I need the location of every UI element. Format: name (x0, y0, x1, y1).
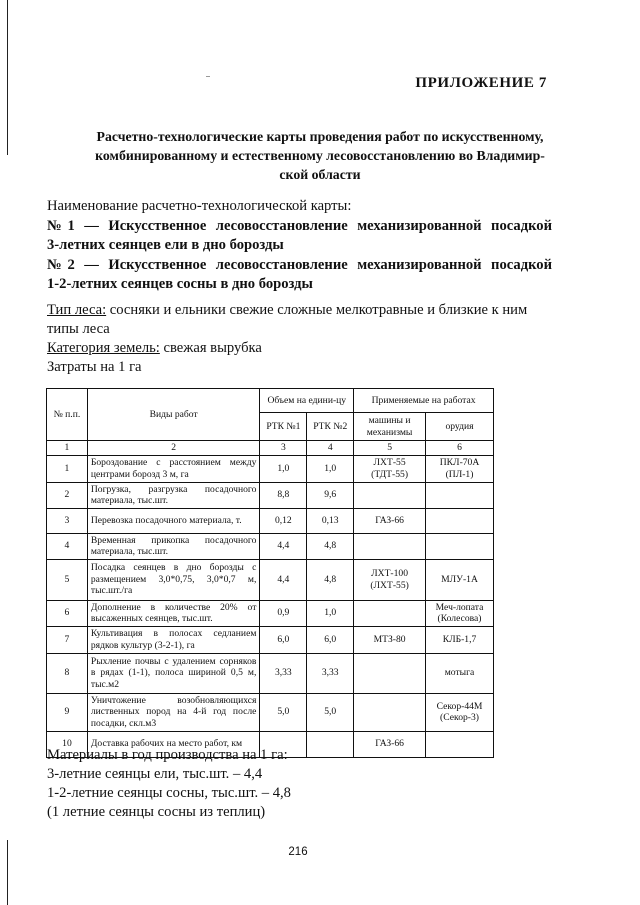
header-rtk2: РТК №2 (307, 413, 354, 441)
row-rtk2: 4,8 (307, 533, 354, 559)
table-row (47, 533, 494, 559)
row-rtk2: 9,6 (307, 482, 354, 508)
title-line: комбинированному и естественному лесовосстановлению во Владимир- (95, 148, 545, 163)
forest-type-label: Тип леса: (47, 302, 107, 318)
forest-type-value: сосняки и ельники свежие сложные мелкотравные и близкие к ним типы леса (47, 302, 528, 337)
row-machines: МТЗ-80 (354, 626, 426, 653)
row-rtk1: 8,8 (260, 482, 307, 508)
row-machines: ГАЗ-66 (354, 731, 426, 757)
row-num: 5 (47, 559, 88, 600)
row-rtk1: 5,0 (260, 693, 307, 731)
costs-label: Затраты на 1 га (47, 359, 142, 375)
table-row (47, 455, 494, 482)
row-machines (354, 653, 426, 693)
card-name-label: Наименование расчетно-технологической карты: (47, 198, 352, 214)
row-rtk2: 1,0 (307, 600, 354, 626)
row-num: 10 (47, 731, 88, 757)
column-number: 5 (354, 441, 426, 456)
row-rtk1: 4,4 (260, 533, 307, 559)
row-work: Уничтожение возобновляющихся лиственных пород на 4-й год после посадки, скл.м3 (87, 693, 260, 731)
row-work: Культивация в полосах седланием рядков культур (3-2-1), га (87, 626, 260, 653)
row-work: Временная прикопка посадочного материала, тыс.шт. (87, 533, 260, 559)
card-2-line-1: №2 — Искусственное лесовосстановление механизированной посадкой (47, 256, 552, 273)
card-1-line-2: 3-летних сеянцев ели в дно борозды (47, 237, 284, 253)
table-row (47, 508, 494, 533)
table-row (47, 600, 494, 626)
table-row (47, 693, 494, 731)
row-tools (426, 533, 494, 559)
row-work: Посадка сеянцев в дно борозды с размещением 3,0*0,75, 3,0*0,7 м, тыс.шт./га (87, 559, 260, 600)
row-num: 7 (47, 626, 88, 653)
column-number: 4 (307, 441, 354, 456)
header-work: Виды работ (87, 389, 260, 441)
title-line: ской области (279, 167, 361, 182)
row-work: Доставка рабочих на место работ, км (87, 731, 260, 757)
row-work: Перевозка посадочного материала, т. (87, 508, 260, 533)
table-row (47, 626, 494, 653)
scan-mark (206, 76, 210, 77)
card-1-line-1: №1 — Искусственное лесовосстановление механизированной посадкой (47, 217, 552, 234)
column-number: 6 (426, 441, 494, 456)
row-machines (354, 693, 426, 731)
forest-info (47, 301, 557, 377)
row-work: Бороздование с расстоянием между центрами борозд 3 м, га (87, 455, 260, 482)
materials-line: (1 летние сеянцы сосны из теплиц) (47, 804, 266, 820)
row-num: 9 (47, 693, 88, 731)
row-num: 4 (47, 533, 88, 559)
row-rtk2: 1,0 (307, 455, 354, 482)
row-rtk2: 3,33 (307, 653, 354, 693)
row-rtk1: 0,12 (260, 508, 307, 533)
row-rtk1: 0,9 (260, 600, 307, 626)
header-applied: Применяемые на работах (354, 389, 494, 413)
forest-type (47, 301, 557, 339)
table-row (47, 482, 494, 508)
row-machines (354, 600, 426, 626)
row-num: 8 (47, 653, 88, 693)
table-row (47, 653, 494, 693)
row-machines: ЛХТ-100 (ЛХТ-55) (354, 559, 426, 600)
materials-line: 3-летние сеянцы ели, тыс.шт. – 4,4 (47, 766, 263, 782)
row-rtk1: 3,33 (260, 653, 307, 693)
row-tools: КЛБ-1,7 (426, 626, 494, 653)
row-tools (426, 482, 494, 508)
appendix-label: ПРИЛОЖЕНИЕ 7 (415, 75, 547, 91)
row-tools: Секор-44М (Секор-3) (426, 693, 494, 731)
row-work: Рыхление почвы с удалением сорняков в рядах (1-1), полоса шириной 0,5 м, тыс.м2 (87, 653, 260, 693)
row-rtk2: 5,0 (307, 693, 354, 731)
column-number: 3 (260, 441, 307, 456)
land-category-value: свежая вырубка (159, 340, 262, 356)
row-tools: МЛУ-1А (426, 559, 494, 600)
row-machines (354, 482, 426, 508)
row-work: Дополнение в количестве 20% от высаженных сеянцев, тыс.шт. (87, 600, 260, 626)
row-tools: ПКЛ-70А (ПЛ-1) (426, 455, 494, 482)
row-machines: ЛХТ-55 (ТДТ-55) (354, 455, 426, 482)
materials-line: 1-2-летние сеянцы сосны, тыс.шт. – 4,8 (47, 785, 291, 801)
row-rtk2: 6,0 (307, 626, 354, 653)
row-machines (354, 533, 426, 559)
row-rtk1: 6,0 (260, 626, 307, 653)
column-number: 1 (47, 441, 88, 456)
header-rtk1: РТК №1 (260, 413, 307, 441)
title-line: Расчетно-технологические карты проведения работ по искусственному, (96, 129, 544, 144)
row-tools (426, 508, 494, 533)
document-title (40, 127, 600, 184)
materials-block (47, 746, 467, 822)
row-rtk2: 4,8 (307, 559, 354, 600)
card-names (47, 197, 552, 295)
land-category-label: Категория земель: (47, 340, 160, 356)
scan-edge-line (7, 0, 8, 155)
row-num: 3 (47, 508, 88, 533)
row-machines: ГАЗ-66 (354, 508, 426, 533)
header-machines: машины и механизмы (354, 413, 426, 441)
row-num: 2 (47, 482, 88, 508)
row-work: Погрузка, разгрузка посадочного материала, тыс.шт. (87, 482, 260, 508)
row-tools: Меч-лопата (Колесова) (426, 600, 494, 626)
row-tools: мотыга (426, 653, 494, 693)
column-number: 2 (87, 441, 260, 456)
land-category (47, 339, 557, 358)
header-tools: орудия (426, 413, 494, 441)
works-table (46, 388, 494, 758)
row-rtk1: 1,0 (260, 455, 307, 482)
header-volume: Объем на едини-цу (260, 389, 354, 413)
row-rtk1: 4,4 (260, 559, 307, 600)
card-2-line-2: 1-2-летних сеянцев сосны в дно борозды (47, 276, 313, 292)
table-row (47, 559, 494, 600)
page-number: 216 (288, 846, 308, 858)
row-rtk2: 0,13 (307, 508, 354, 533)
header-num: № п.п. (47, 389, 88, 441)
row-num: 6 (47, 600, 88, 626)
materials-heading: Материалы в год производства на 1 га: (47, 747, 288, 763)
row-num: 1 (47, 455, 88, 482)
